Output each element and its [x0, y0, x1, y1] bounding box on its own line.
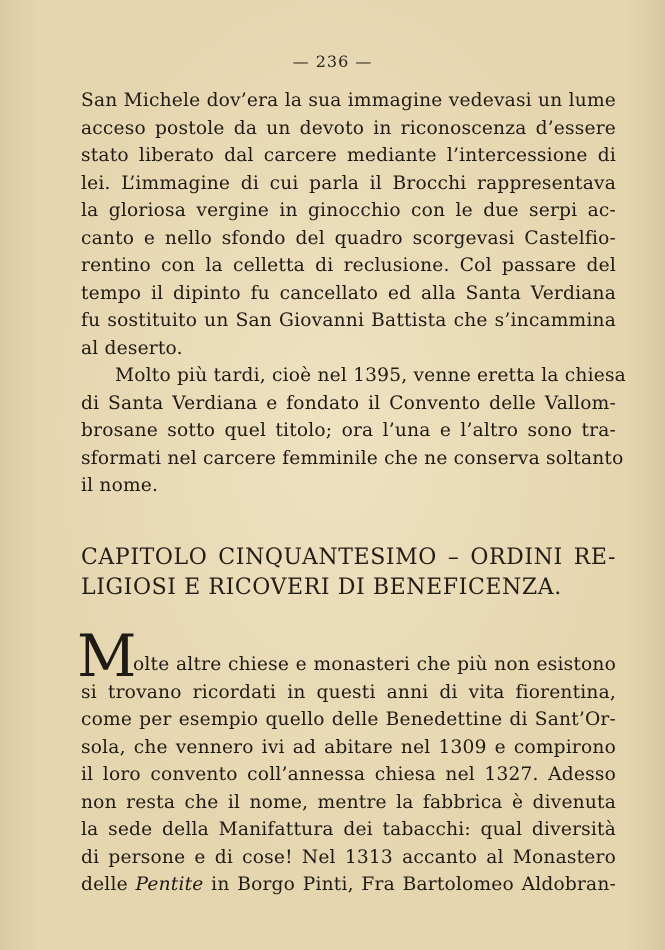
text-line: acceso postole da un devoto in riconoscenza d’essere — [81, 117, 616, 139]
chapter-heading — [81, 543, 616, 603]
text-line: la sede della Manifattura dei tabacchi: qual diversità — [81, 819, 616, 840]
text-line: canto e nello sfondo del quadro scorgevasi Castelfio- — [81, 227, 616, 249]
text-line-with-dropcap — [77, 622, 616, 690]
text-line: di persone e di cose! Nel 1313 accanto al Monastero — [81, 846, 616, 868]
text-line-last — [81, 871, 616, 899]
text-block-bottom — [77, 622, 616, 899]
drop-cap: M — [77, 622, 137, 690]
text-line: il loro convento coll’annessa chiesa nel 1327. Adesso — [81, 764, 616, 785]
text-line: come per esempio quello delle Benedettine di Sant’Or- — [81, 709, 616, 730]
text-line: lei. L’immagine di cui parla il Brocchi rappresentava — [81, 172, 616, 194]
text-line: di Santa Verdiana e fondato il Convento delle Vallom- — [81, 392, 616, 414]
text-line: non resta che il nome, mentre la fabbrica è divenuta — [81, 791, 616, 813]
text-line: brosane sotto quel titolo; ora l’una e l’altro sono tra- — [81, 420, 616, 441]
text-line: stato liberato dal carcere mediante l’intercessione di — [81, 145, 616, 166]
chapter-title-line: CAPITOLO CINQUANTESIMO – ORDINI RE- — [81, 545, 616, 570]
page-number: — 236 — — [292, 52, 373, 71]
text-line: fu sostituito un San Giovanni Battista che s’incammina — [81, 310, 616, 331]
text-line: sola, che vennero ivi ad abitare nel 1309 e compirono — [81, 736, 616, 758]
text-line: sformati nel carcere femminile che ne conserva soltanto — [81, 447, 624, 469]
text-line: Molto più tardi, cioè nel 1395, venne eretta la chiesa — [115, 365, 626, 386]
text-line: il nome. — [81, 475, 159, 496]
text-line: al deserto. — [81, 337, 183, 359]
text-line: rentino con la celletta di reclusione. Col passare del — [81, 255, 616, 276]
chapter-title-line: LIGIOSI E RICOVERI DI BENEFICENZA. — [81, 575, 562, 600]
text-line: si trovano ricordati in questi anni di vita fiorentina, — [81, 681, 616, 703]
italic-word: Pentite — [135, 874, 204, 895]
text-line: la gloriosa vergine in ginocchio con le due serpi ac- — [81, 200, 616, 221]
text-segment: in Borgo Pinti, Fra Bartolomeo Aldobran- — [203, 874, 616, 895]
text-line: olte altre chiese e monasteri che più non esistono — [133, 654, 616, 675]
text-line: San Michele dov’era la sua immagine vedevasi un lume — [81, 90, 616, 111]
text-line: tempo il dipinto fu cancellato ed alla Santa Verdiana — [81, 282, 616, 304]
text-block-top — [81, 87, 626, 500]
text-segment: delle — [81, 874, 136, 895]
